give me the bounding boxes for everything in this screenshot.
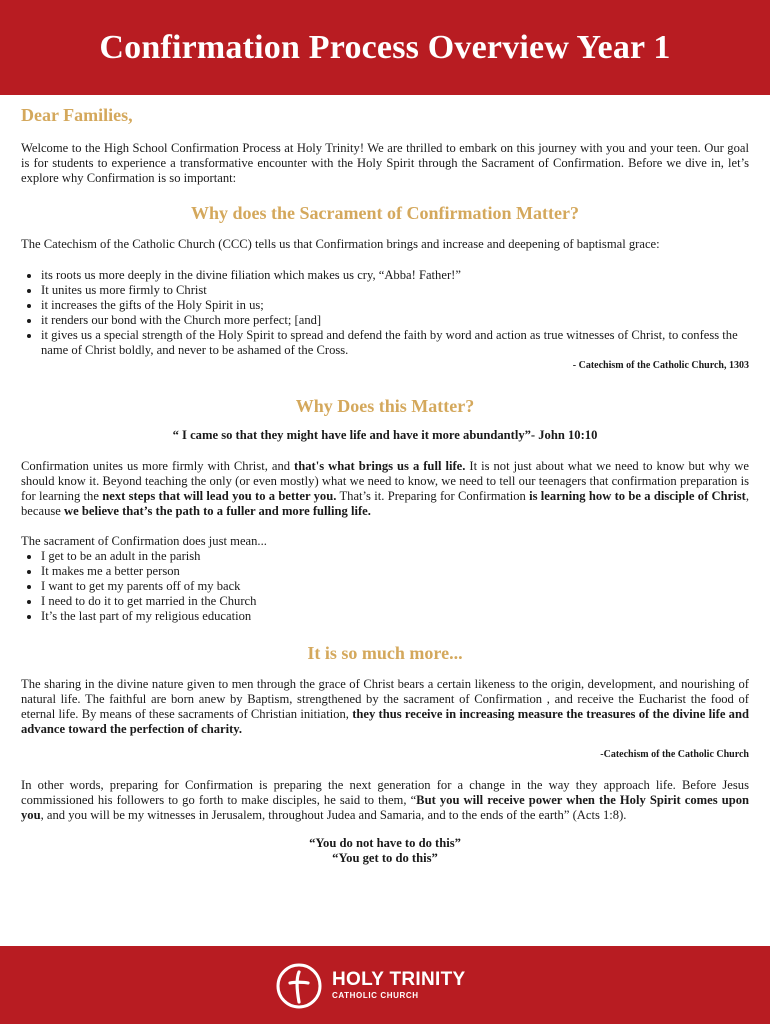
page-header (0, 0, 770, 95)
emphasis-text: is learning how to be a disciple of Christ (529, 489, 746, 503)
list-item: • its roots us more deeply in the divine filiation which makes us cry, “Abba! Father!” (41, 268, 749, 283)
in-other-words-paragraph (21, 778, 749, 823)
letter-body (21, 105, 749, 866)
list-item: • it increases the gifts of the Holy Spirit in us; (41, 298, 749, 313)
full-life-paragraph (21, 459, 749, 519)
list-item: • I get to be an adult in the parish (41, 549, 749, 564)
john-quote: “ I came so that they might have life and have it more abundantly”- John 10:10 (172, 428, 598, 442)
list-item: • I need to do it to get married in the Church (41, 594, 749, 609)
ccc-bullet-list (21, 268, 749, 358)
holy-trinity-logo (274, 961, 465, 1011)
text-run: , and you will be my witnesses in Jerusalem, throughout Judea and Samaria, and to the ends of the earth” (Acts 1:8). (40, 808, 627, 822)
emphasis-text: But you will receive power when the Holy Spirit comes upon you (21, 793, 749, 822)
greeting: Dear Families, (21, 105, 133, 125)
misconception-intro: The sacrament of Confirmation does just mean... (21, 534, 267, 548)
list-item: • It makes me a better person (41, 564, 749, 579)
list-item: • It’s the last part of my religious education (41, 609, 749, 624)
closing-quote-1: “You do not have to do this” (309, 836, 461, 850)
logo-subtitle: CATHOLIC CHURCH (332, 991, 419, 1000)
text-run: The sharing in the divine nature given to men through the grace of Christ bears a certain likeness to the origin, development, and nourishing of natural life. The faithful are born anew by Baptism, strengthened by the sacrament of Confirmation , and receive the Eucharist the food of eternal life. By means of these sacraments of Christian initiation, (21, 677, 749, 721)
divine-nature-paragraph (21, 677, 749, 737)
text-run: That’s it. Preparing for Confirmation (336, 489, 530, 503)
emphasis-text: that's what brings us a full life. (294, 459, 466, 473)
list-item: • it gives us a special strength of the Holy Spirit to spread and defend the faith by word and action as true witnesses of Christ, to confess the name of Christ boldly, and never to be ashamed of the Cross. (41, 328, 749, 358)
section-heading-confirmation-matter: Why does the Sacrament of Confirmation Matter? (191, 203, 579, 223)
cross-emblem-icon (274, 961, 324, 1011)
emphasis-text: they thus receive in increasing measure the treasures of the divine life and advance toward the perfection of charity. (21, 707, 749, 736)
misconception-list (21, 549, 749, 624)
ccc-citation: - Catechism of the Catholic Church, 1303 (572, 360, 749, 371)
closing-quote-2: “You get to do this” (332, 851, 438, 865)
emphasis-text: we believe that’s the path to a fuller and more fulling life. (64, 504, 371, 518)
text-run: Confirmation unites us more firmly with Christ, and (21, 459, 295, 473)
logo-wordmark (332, 970, 465, 1002)
text-run: In other words, preparing for Confirmation is preparing the next generation for a change in the way they approach life. Before Jesus commissioned his followers to go forth to make disciples, he said to them, “ (21, 778, 749, 807)
text-run: , because (21, 489, 749, 518)
text-run: It is not just about what we need to know but why we should know it. Beyond teaching the only (or even mostly) what we need to know, we need to tell our teenagers that confirmation preparation is for learning the (21, 459, 749, 503)
list-item: • I want to get my parents off of my back (41, 579, 749, 594)
ccc-paragraph: The Catechism of the Catholic Church (CCC) tells us that Confirmation brings and increase and deepening of baptismal grace: (21, 237, 660, 251)
catechism-citation: -Catechism of the Catholic Church (600, 749, 749, 760)
page-title: Confirmation Process Overview Year 1 (99, 28, 671, 66)
intro-paragraph: Welcome to the High School Confirmation Process at Holy Trinity! We are thrilled to embark on this journey with you and your teen. Our goal is for students to experience a transformative encounter with the Holy Spirit through the Sacrament of Confirmation. Before we dive in, let’s explore why Confirmation is so important: (21, 141, 749, 185)
logo-name: HOLY TRINITY (332, 969, 466, 990)
list-item: • It unites us more firmly to Christ (41, 283, 749, 298)
section-heading-why-matter: Why Does this Matter? (295, 396, 475, 416)
list-item: • it renders our bond with the Church more perfect; [and] (41, 313, 749, 328)
section-heading-so-much-more: It is so much more... (307, 643, 463, 663)
emphasis-text: next steps that will lead you to a better you. (102, 489, 337, 503)
